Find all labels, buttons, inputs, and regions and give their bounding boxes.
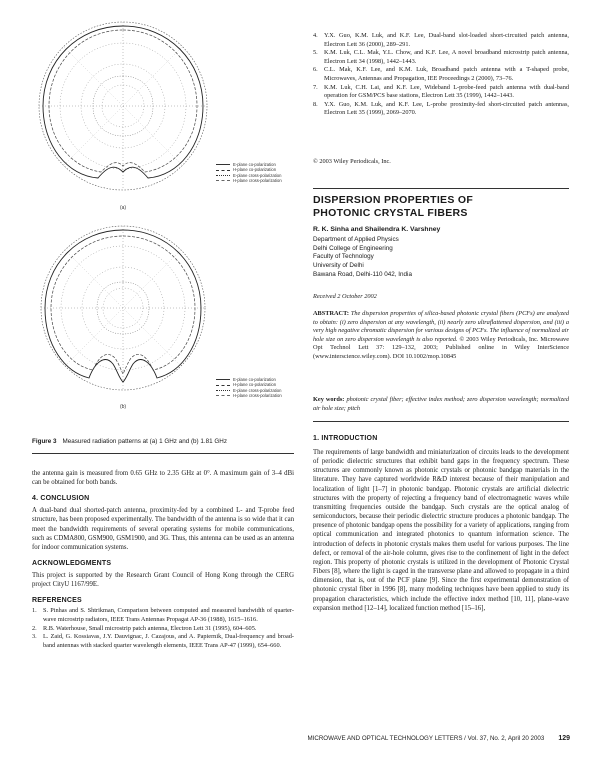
left-body (32, 469, 294, 650)
legend-b (216, 377, 294, 399)
figure-caption-text: Measured radiation patterns at (a) 1 GHz and (b) 1.81 GHz (62, 438, 227, 445)
gain-paragraph: the antenna gain is measured from 0.65 GHz to 2.35 GHz at 0°. A maximum gain of 3–4 dBi can be obtained for both bands. (32, 470, 294, 487)
keywords (313, 396, 569, 413)
received-date: Received 2 October 2002 (313, 293, 377, 300)
page-number: 129 (558, 735, 570, 742)
legend-b-row: E-plane cross-polarization (216, 388, 294, 393)
ack-text: This project is supported by the Research Grant Council of Hong Kong through the CERG project CityU 1167/99E. (32, 572, 294, 589)
panel-b-label: (b) (119, 404, 127, 410)
reference-item: 6. C.L. Mak, K.F. Lee, and K.M. Luk, Broadband patch antenna with a T-shaped probe, Microwaves, Antennas and Propagation, IEE Proceedings 2 (2000), 73–76. (313, 66, 569, 82)
abstract-citation: © 2003 Wiley Periodicals, Inc. Microwave Opt Technol Lett 37: 129–132, 2003; Published online in Wiley InterScience (www.interscience.wiley.com). DOI 10.1002/mop.10845 (313, 335, 569, 360)
figure-caption (32, 438, 294, 445)
page-footer (213, 735, 570, 742)
introduction-heading: 1. INTRODUCTION (313, 435, 378, 442)
reference-item: 1. S. Pinhas and S. Shtrikman, Comparison between computed and measured bandwidth of quarter-wave microstrip radiators, IEEE Trans Antennas Propagat AP-36 (1988), 1615–1616. (32, 607, 294, 623)
abstract-label: ABSTRACT: (313, 310, 349, 317)
panel-a-label: (a) (119, 205, 127, 211)
ack-heading: ACKNOWLEDGMENTS (32, 560, 112, 568)
affiliation-line: Bawana Road, Delhi-110 042, India (313, 270, 412, 278)
keywords-rule (313, 421, 569, 422)
introduction-text: The requirements of large bandwidth and miniaturization of circuits leads to the development of periodic dielectric structures that exhibit band gaps in the frequency spectrum. These structures are commonly known as photonic crystals or photonic bandgap materials in the literature. They have captured worldwide R&D interest because of their manipulation and localization of light [1–7] in photonic bandgap. Photonic crystals are artificial dielectric structures with the property of rejecting a frequency band of electromagnetic waves while transmitting frequencies outside the bandgap. Such crystals are the optical analog of semiconductors, because their periodic dielectric structure produces a photonic bandgap. The presence of photonic bandgap opens the possibility for a variety of applications, ranging from optical communication and integrated photonics to quantum information science. The introduction of defects in photonic crystals makes them useful for various purposes. The line defect, or removal of the air-hole column, gives rise to the confinement of light in the defect region. This property of photonic crystals is utilized in the development of Photonic Crystal Fibers [8], where the light is caged in the transverse plane and allowed to propagate in a third dimension, that is, out of the PCF plane [9]. Since the first experimental demonstration of photonic crystal fiber in 1996 [8], many modeling techniques have been applied to study its propagation characteristics, which include the effective index method [10, 11], plane-wave expansion method [12–14], localized function method [15–16], (313, 449, 569, 612)
article-authors: R. K. Sinha and Shailendra K. Varshney (313, 226, 441, 233)
affiliation-line: Delhi College of Engineering (313, 244, 393, 252)
references-heading: REFERENCES (32, 597, 82, 605)
legend-a-row: E-plane co-polarization (216, 162, 294, 167)
abstract (313, 310, 569, 362)
reference-item: 7. K.M. Luk, C.H. Lai, and K.F. Lee, Wideband L-probe-feed patch antenna with dual-band operation for GSM/PCS base stations, Electron Lett 35 (1999), 1442–1443. (313, 83, 569, 100)
article-title-line-2: PHOTONIC CRYSTAL FIBERS (313, 206, 468, 219)
article-title-line-1: DISPERSION PROPERTIES OF (313, 194, 474, 206)
references-list-right (313, 32, 569, 118)
legend-a-row: H-plane cross-polarization (216, 178, 294, 183)
legend-b-row: H-plane co-polarization (216, 382, 294, 387)
legend-b-row: E-plane co-polarization (216, 377, 294, 382)
abstract-text: The dispersion properties of silica-based photonic crystal fibers (PCFs) are analyzed to obtain: (i) zero dispersion at any wavelength, (ii) nearly zero ultraflattened dispersion, and (iii) a very high negative chromatic dispersion for various designs of PCFs. The influence of normalized air hole size on zero dispersion wavelength is also reported. (313, 310, 569, 343)
article-top-rule (313, 188, 569, 189)
keywords-text: photonic crystal fiber; effective index method; zero dispersion wavelength; normalized air hole size; pitch (313, 396, 569, 412)
reference-item: 3. L. Zaid, G. Kossiavas, J.Y. Dauvignac, J. Cazajous, and A. Papiernik, Dual-frequency and broad-band antennas with stacked quarter wavelength elements, IEEE Trans AP-47 (1999), 654–660. (32, 633, 294, 649)
caption-rule (32, 453, 294, 454)
conclusion-text: A dual-band dual shorted-patch antenna, proximity-fed by a combined L- and T-probe feed structure, has been proposed experimentally. The bandwidth of the antenna is so wide that it can meet the bandwidth requirements of several operating systems for mobile communications, such as CDMA800, GSM900, GSM1900, and 3G. Thus, this antenna can be used as an antenna for indoor communication systems. (32, 507, 294, 551)
affiliation (313, 236, 412, 280)
reference-item: 8. Y.X. Guo, K.M. Luk, and K.F. Lee, L-probe proximity-fed short-circuited patch antennas, Electron Lett 35 (1999), 2069–2070. (313, 100, 569, 117)
affiliation-line: Department of Applied Physics (313, 236, 399, 243)
legend-a (216, 162, 294, 184)
legend-a-row: H-plane co-polarization (216, 167, 294, 172)
figure-label: Figure 3 (32, 438, 57, 445)
affiliation-line: Faculty of Technology (313, 253, 374, 261)
legend-b-row: H-plane cross-polarization (216, 393, 294, 398)
references-list-left (32, 607, 294, 650)
article-title (313, 194, 569, 219)
conclusion-heading: 4. CONCLUSION (32, 495, 90, 503)
reference-item: 5. K.M. Luk, C.L. Mak, Y.L. Chow, and K.F. Lee, A novel broadband microstrip patch antenna, Electron Lett 34 (1998), 1442–1443. (313, 49, 569, 65)
keywords-label: Key words: (313, 396, 345, 403)
affiliation-line: University of Delhi (313, 262, 364, 270)
legend-a-row: E-plane cross-polarization (216, 173, 294, 178)
reference-item: 2. R.B. Waterhouse, Small microstrip patch antenna, Electron Lett 31 (1995), 604–605. (32, 624, 257, 632)
journal-info: MICROWAVE AND OPTICAL TECHNOLOGY LETTERS / Vol. 37, No. 2, April 20 2003 (307, 735, 545, 742)
reference-item: 4. Y.X. Guo, K.M. Luk, and K.F. Lee, Dual-band slot-loaded short-circuited patch antenna, Electron Lett 36 (2000), 289–291. (313, 32, 569, 48)
copyright-line: © 2003 Wiley Periodicals, Inc. (313, 158, 391, 165)
